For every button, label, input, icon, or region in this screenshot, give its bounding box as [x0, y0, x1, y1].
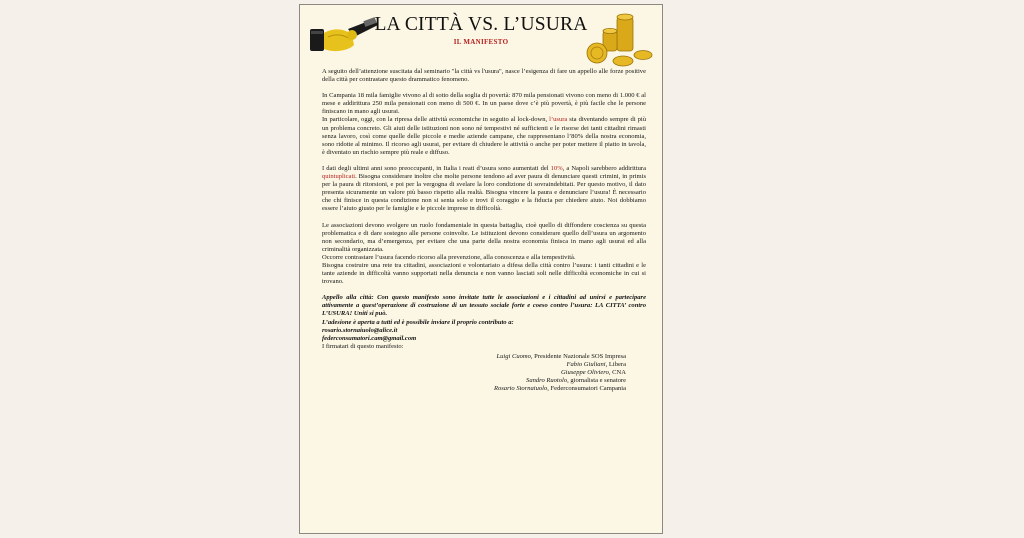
signatories-intro: I firmatari di questo manifesto:: [322, 342, 404, 350]
prevention-paragraph: Occorre contrastare l’usura facendo ricorso alla prevenzione, alla conoscenza e alla tempestività.: [322, 253, 576, 261]
email-link-1[interactable]: rosario.stornaiuolo@alice.it: [322, 326, 398, 334]
signatory: Sandro Ruotolo, giornalista e senatore: [526, 377, 626, 385]
adhesion-line: L’adesione è aperta a tutti ed è possibile inviare il proprio contributo a:: [322, 318, 514, 326]
lockdown-paragraph: In particolare, oggi, con la ripresa delle attività economiche in seguito al lock-down, l’usura sta diventando sempre di più un problema concreto. Gli aiuti delle istituzioni non sono né tempestivi né sufficienti e le risorse dei tanti cittadini rimasti senza lavoro, così come quelle delle piccole e medie aziende campane, che rappresentano l’80% della nostra economia, sono ridotte al minimo. Il ricorso agli usurai, per evitare di chiudere le attività o anche per poter mettere il piatto in tavola, è diventato un rischio sempre più reale e diffuso.: [322, 116, 646, 156]
gold-coins-icon: [583, 11, 657, 71]
appeal-paragraph: Appello alla città: Con questo manifesto sono invitate tutte le associazioni e i cittadini ad unirsi e partecipare attivamente a quest’operazione di costruzione di un tessuto sociale forte e coeso contro l’usura: LA CITTA’ contro L’USURA! Uniti si può.: [322, 294, 646, 318]
poverty-paragraph: In Campania 18 mila famiglie vivono al di sotto della soglia di povertà: 870 mila pensionati vivono con meno di 1.000 € al mese e addirittura 250 mila pensionati con meno di 500 €. In un paese dove c’è più povertà, è più facile che le persone finiscano in mano agli usurai.: [322, 92, 646, 116]
email-link-2[interactable]: federconsumatori.cam@gmail.com: [322, 334, 417, 342]
data-paragraph: I dati degli ultimi anni sono preoccupanti, in Italia i reati d’usura sono aumentati del 10%, a Napoli sarebbero addirittura quintuplicati. Bisogna considerare inoltre che molte persone tendono ad aver paura di denunciare questi crimini, in primis per la paura di ritorsioni, e poi per la vergogna di svelare la loro condizione di sovraindebitati. Per questo motivo, il dato presenta sicuramente un valore più basso rispetto alla realtà. Bisogna vincere la paura e denunciare l’usura! È necessario che chi finisce in questa condizione non si senta solo e trovi il coraggio e la fiducia per chiedere aiuto. Noi dobbiamo essere l’aiuto giusto per le famiglie e le piccole imprese in difficoltà.: [322, 164, 647, 213]
manifesto-body: [322, 68, 646, 393]
signatory: Giuseppe Oliviero, CNA: [560, 369, 626, 377]
network-paragraph: Bisogna costruire una rete tra cittadini, associazioni e volontariato a difesa della città contro l’usura: i tanti cittadini e le tante aziende in difficoltà vanno supportati nella denuncia e non vanno lasciati soli nelle difficoltà economiche in cui si trovano.: [322, 261, 646, 286]
signatories-list: [322, 353, 646, 393]
page-subtitle: IL MANIFESTO: [453, 38, 509, 46]
signatory: Rosario Stornaiuolo, Federconsumatori Campania: [493, 385, 626, 393]
associations-paragraph: Le associazioni devono svolgere un ruolo fondamentale in questa battaglia, cioè quello di diffondere coscienza su questa problematica e di dare sostegno alle persone coinvolte. Le istituzioni devono considerare quello dell’usura un argomento non secondario, ma d’emergenza, per evitare che una parte della nostra economia finisca in mano agli usurai ed alla criminalità organizzata.: [322, 221, 646, 253]
signatory: Fabio Giuliani, Libera: [566, 361, 626, 368]
manifesto-page: [299, 4, 663, 534]
page-title: LA CITTÀ VS. L’USURA: [374, 14, 588, 35]
signatory: Luigi Cuomo, Presidente Nazionale SOS Impresa: [496, 352, 626, 360]
intro-paragraph: A seguito dell’attenzione suscitata dal seminario "la città vs l'usura", nasce l’esigenza di fare un appello alle forze positive della città per contrastare questo drammatico fenomeno.: [322, 68, 646, 84]
